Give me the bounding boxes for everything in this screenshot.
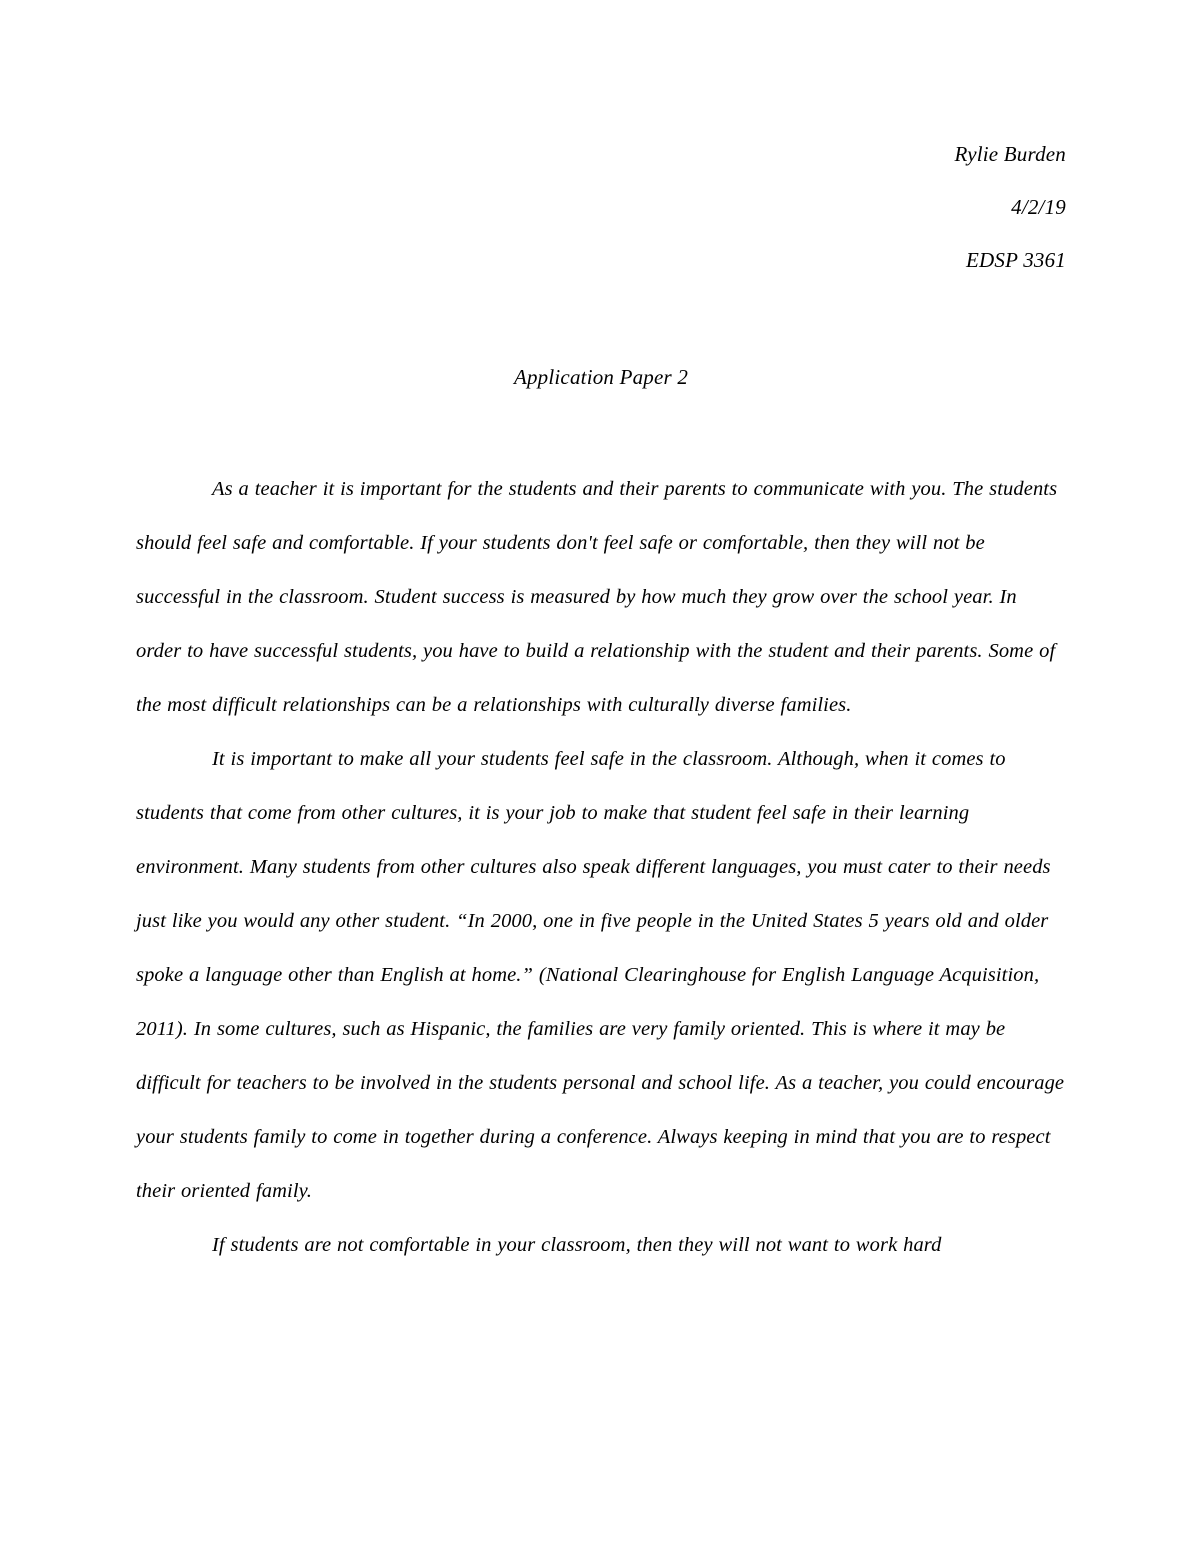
paragraph: It is important to make all your students feel safe in the classroom. Although, when it comes to students that come from other cultures, it is your job to make that student feel safe in their learning environment. Many students from other cultures also speak different languages, you must cater to their needs just like you would any other student. “In 2000, one in five people in the United States 5 years old and older spoke a language other than English at home.” (National Clearinghouse for English Language Acquisition, 2011). In some cultures, such as Hispanic, the families are very family oriented. This is where it may be difficult for teachers to be involved in the students personal and school life. As a teacher, you could encourage your students family to come in together during a conference. Always keeping in mind that you are to respect their oriented family. <box>136 748 1065 1202</box>
document-heading-block <box>136 128 1066 287</box>
heading-author: Rylie Burden <box>954 142 1066 166</box>
heading-course: EDSP 3361 <box>966 248 1066 272</box>
document-body <box>136 462 1066 1272</box>
page-title: Application Paper 2 <box>513 365 689 389</box>
heading-date: 4/2/19 <box>1011 195 1066 219</box>
document-content <box>136 128 1066 1272</box>
paragraph: As a teacher it is important for the students and their parents to communicate with you. The students should feel safe and comfortable. If your students don't feel safe or comfortable, then they will not be successful in the classroom. Student success is measured by how much they grow over the school year. In order to have successful students, you have to build a relationship with the student and their parents. Some of the most difficult relationships can be a relationships with culturally diverse families. <box>136 478 1058 716</box>
paragraph: If students are not comfortable in your classroom, then they will not want to work hard <box>212 1234 942 1256</box>
